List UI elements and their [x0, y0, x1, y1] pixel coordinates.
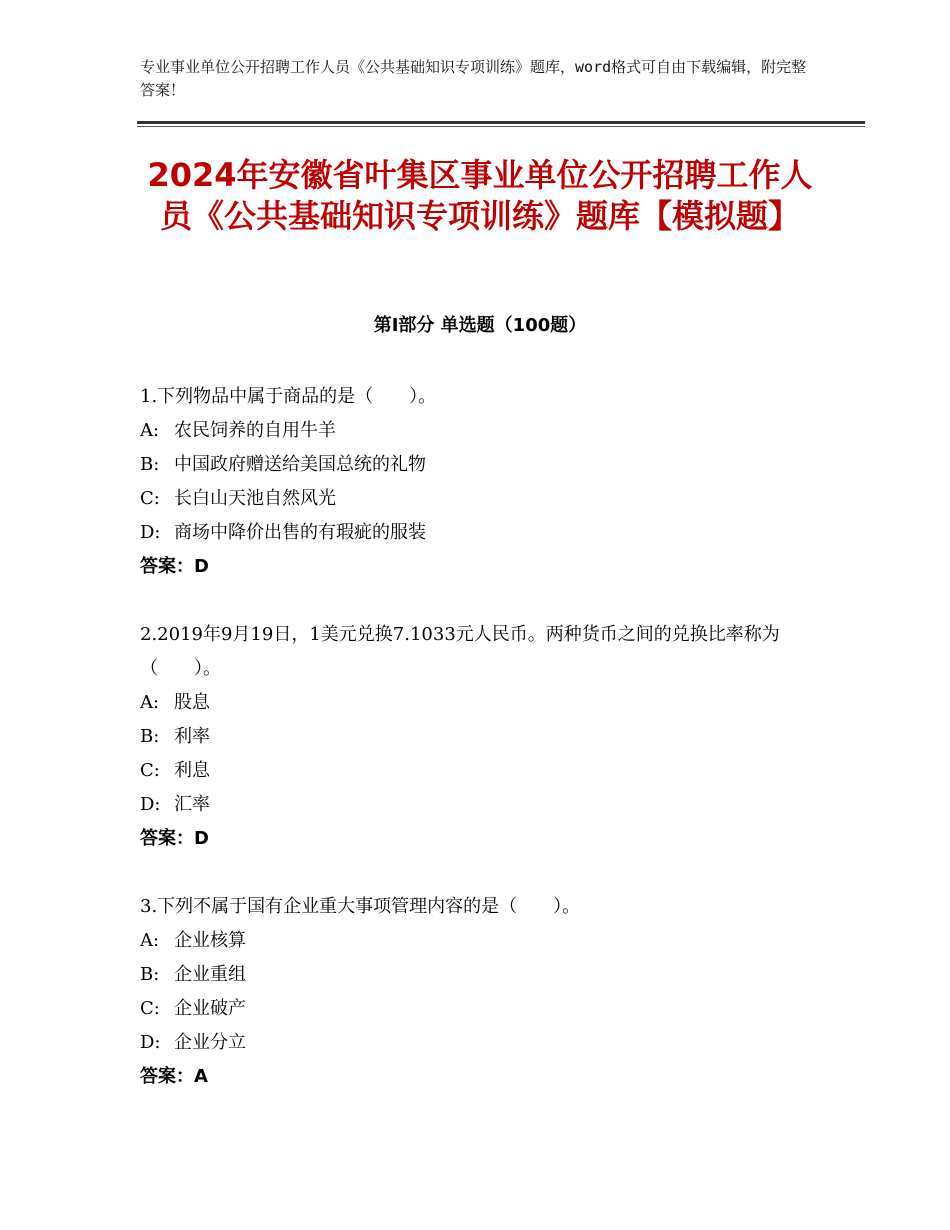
header-divider-thin — [137, 126, 865, 127]
option-a — [140, 686, 820, 720]
option-a — [140, 924, 820, 958]
option-b — [140, 958, 820, 992]
option-text: 农民饲养的自用牛羊 — [174, 420, 336, 441]
answer-line: 答案：D — [140, 556, 209, 577]
option-d — [140, 516, 820, 550]
option-text: 中国政府赠送给美国总统的礼物 — [174, 454, 426, 475]
option-letter: B: — [140, 964, 160, 985]
answer-line: 答案：A — [140, 1066, 208, 1087]
option-text: 企业分立 — [174, 1032, 246, 1053]
header-divider-thick — [137, 121, 865, 124]
option-a — [140, 414, 820, 448]
answer-line: 答案：D — [140, 828, 209, 849]
question-1 — [140, 380, 820, 584]
option-text: 股息 — [174, 692, 210, 713]
option-letter: D: — [140, 1032, 161, 1053]
option-text: 汇率 — [174, 794, 210, 815]
question-stem: 2.2019年9月19日，1美元兑换7.1033元人民币。两种货币之间的兑换比率称为（ ）。 — [140, 624, 780, 679]
option-text: 企业破产 — [174, 998, 246, 1019]
option-d — [140, 1026, 820, 1060]
option-text: 长白山天池自然风光 — [174, 488, 336, 509]
option-text: 利率 — [174, 726, 210, 747]
option-b — [140, 448, 820, 482]
option-letter: A: — [140, 420, 160, 441]
option-letter: C: — [140, 488, 160, 509]
option-letter: B: — [140, 726, 160, 747]
option-b — [140, 720, 820, 754]
question-stem: 1.下列物品中属于商品的是（ ）。 — [140, 386, 437, 407]
question-2 — [140, 618, 820, 856]
header-note: 专业事业单位公开招聘工作人员《公共基础知识专项训练》题库，word格式可自由下载编辑，附完整答案！ — [140, 58, 807, 99]
option-d — [140, 788, 820, 822]
option-letter: D: — [140, 794, 161, 815]
section-title: 第I部分 单选题（100题） — [373, 315, 587, 336]
option-c — [140, 482, 820, 516]
option-letter: C: — [140, 760, 160, 781]
option-c — [140, 754, 820, 788]
option-text: 利息 — [174, 760, 210, 781]
question-list — [140, 380, 820, 1128]
option-letter: C: — [140, 998, 160, 1019]
option-letter: A: — [140, 930, 160, 951]
option-letter: B: — [140, 454, 160, 475]
question-3 — [140, 890, 820, 1094]
option-letter: A: — [140, 692, 160, 713]
option-letter: D: — [140, 522, 161, 543]
option-text: 商场中降价出售的有瑕疵的服装 — [174, 522, 426, 543]
option-text: 企业重组 — [174, 964, 246, 985]
document-title: 2024年安徽省叶集区事业单位公开招聘工作人员《公共基础知识专项训练》题库【模拟题】 — [147, 156, 813, 235]
option-c — [140, 992, 820, 1026]
question-stem: 3.下列不属于国有企业重大事项管理内容的是（ ）。 — [140, 896, 581, 917]
option-text: 企业核算 — [174, 930, 246, 951]
